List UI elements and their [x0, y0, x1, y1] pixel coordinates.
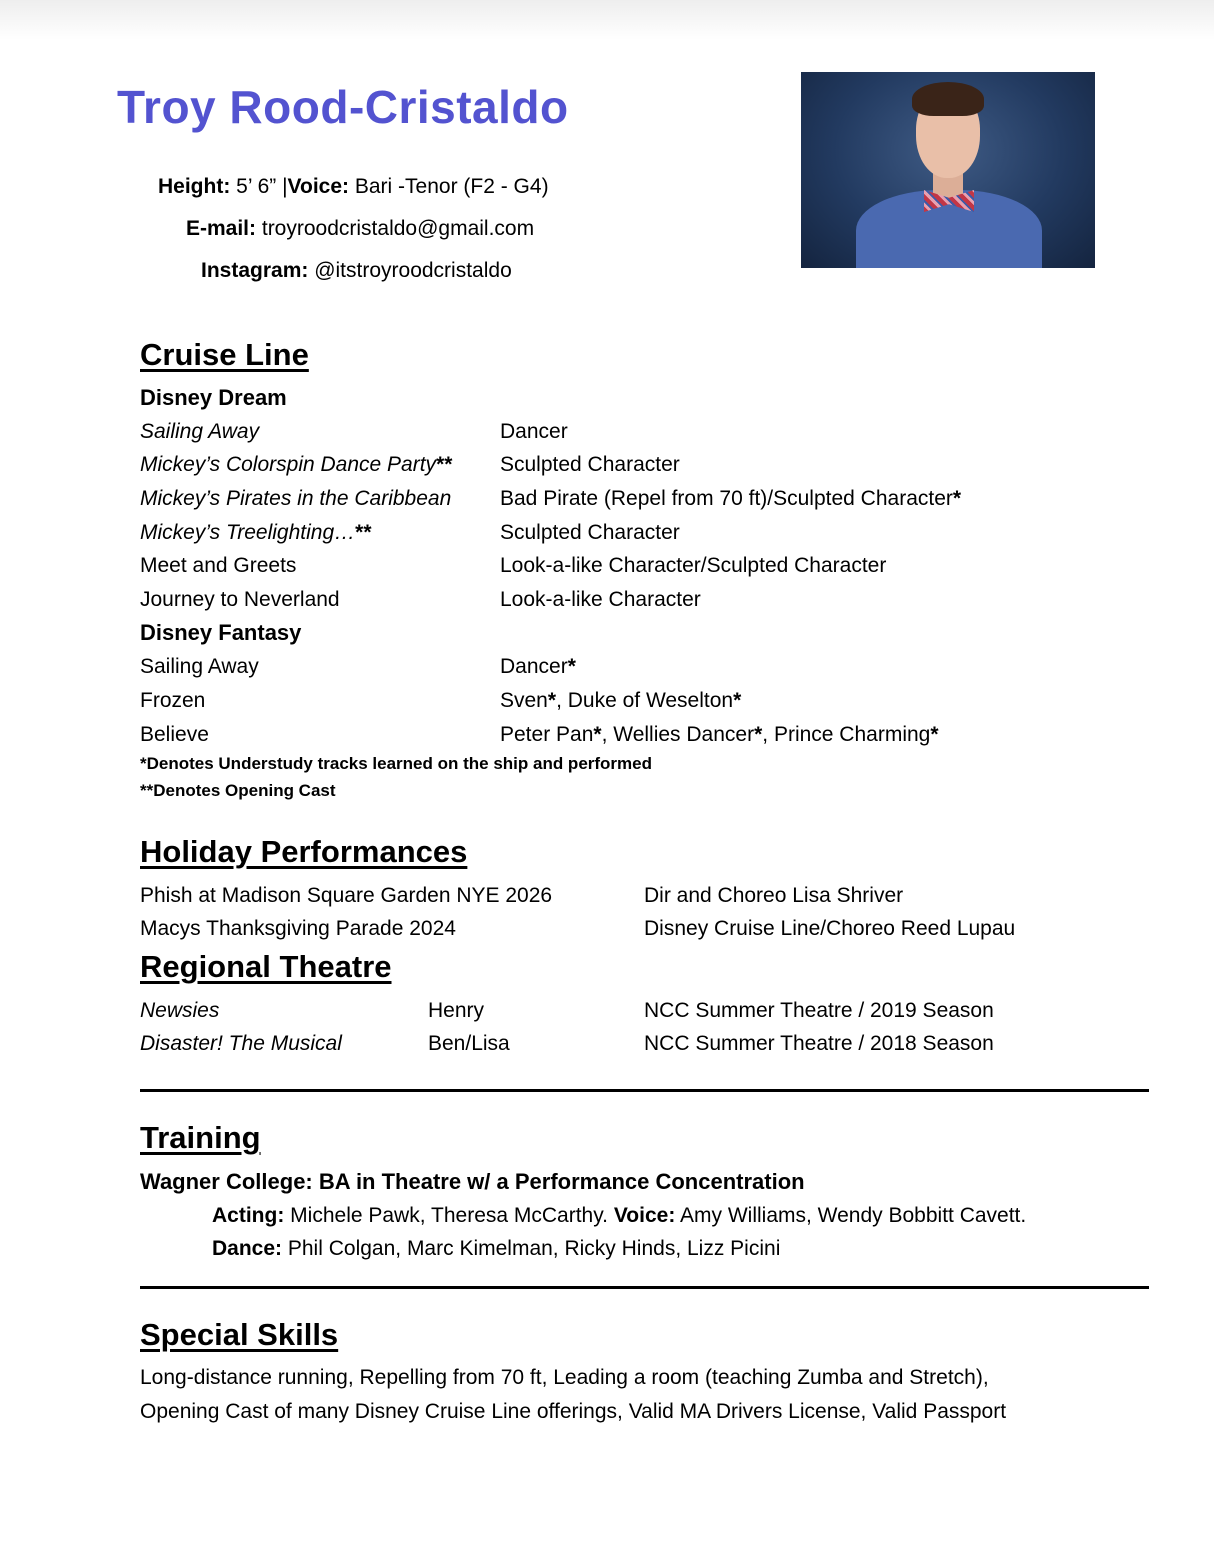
opening-cast-note: **Denotes Opening Cast [140, 781, 336, 800]
divider [140, 1286, 1149, 1289]
show-title: Believe [140, 723, 209, 746]
understudy-marker: * [733, 689, 742, 712]
understudy-marker: * [567, 655, 576, 678]
role: Ben/Lisa [428, 1032, 510, 1055]
role-wrap [500, 655, 576, 679]
understudy-note: *Denotes Understudy tracks learned on the ship and performed [140, 754, 653, 773]
email-line [186, 217, 534, 241]
section-title-cruise: Cruise Line [140, 337, 309, 372]
height-value: 5’ 6” | [236, 175, 288, 198]
divider [140, 1089, 1149, 1092]
understudy-marker: * [547, 689, 557, 712]
credit: Disney Cruise Line/Choreo Reed Lupau [644, 917, 1016, 940]
voice-value: Bari -Tenor (F2 - G4) [354, 175, 549, 198]
role: Sculpted Character [500, 453, 680, 476]
role: Look-a-like Character/Sculpted Character [500, 554, 887, 577]
training-school: Wagner College: BA in Theatre w/ a Performance Concentration [140, 1169, 805, 1194]
show-title-wrap [140, 453, 452, 477]
role: Look-a-like Character [500, 588, 701, 611]
venue: NCC Summer Theatre / 2019 Season [644, 999, 994, 1022]
page-title: Troy Rood-Cristaldo [117, 81, 569, 133]
show-title: Journey to Neverland [140, 588, 340, 611]
skills-line: Opening Cast of many Disney Cruise Line offerings, Valid MA Drivers License, Valid Passport [140, 1400, 1007, 1423]
show-title: Mickey’s Colorspin Dance Party [140, 453, 437, 476]
show-title: Sailing Away [140, 655, 259, 678]
show-title: Sailing Away [140, 420, 260, 443]
instagram-line [201, 259, 512, 283]
voice-teacher-label: Voice: [613, 1204, 676, 1227]
role: Sven [500, 689, 548, 712]
voice-label: Voice: [287, 175, 350, 198]
show-title: Disaster! The Musical [140, 1032, 342, 1055]
understudy-marker: * [930, 723, 939, 746]
section-title-training: Training [140, 1120, 261, 1155]
instagram-label: Instagram: [201, 259, 309, 282]
show-title: Mickey’s Treelighting… [140, 521, 356, 544]
photo-hair [912, 82, 984, 116]
height-label: Height: [158, 175, 231, 198]
dance-label: Dance: [212, 1237, 283, 1260]
role: Dancer [500, 420, 568, 443]
acting-value: Michele Pawk, Theresa McCarthy. [290, 1204, 609, 1227]
role: Henry [428, 999, 485, 1022]
acting-voice-line [212, 1204, 1026, 1228]
understudy-marker: * [754, 723, 763, 746]
show-title-wrap [140, 521, 372, 545]
skills-line: Long-distance running, Repelling from 70 ft, Leading a room (teaching Zumba and Stretch), [140, 1366, 989, 1389]
role: , Wellies Dancer [601, 723, 755, 746]
section-title-holiday: Holiday Performances [140, 834, 468, 869]
role: Bad Pirate (Repel from 70 ft)/Sculpted Character [500, 487, 953, 510]
height-voice-line [158, 175, 549, 199]
role: Peter Pan [500, 723, 594, 746]
opening-cast-marker: ** [436, 453, 453, 476]
dance-value: Phil Colgan, Marc Kimelman, Ricky Hinds, Lizz Picini [287, 1237, 781, 1260]
opening-cast-marker: ** [355, 521, 372, 544]
dance-line [212, 1237, 780, 1261]
email-value[interactable]: troyroodcristaldo@gmail.com [261, 217, 535, 240]
show-title: Frozen [140, 689, 206, 712]
headshot-photo [801, 72, 1095, 268]
show-title: Meet and Greets [140, 554, 297, 577]
role-wrap [500, 723, 939, 747]
role: , Duke of Weselton [556, 689, 734, 712]
instagram-value[interactable]: @itstroyroodcristaldo [314, 259, 512, 282]
show-title: Newsies [140, 999, 220, 1022]
role-wrap [500, 689, 741, 713]
email-label: E-mail: [186, 217, 257, 240]
subsection-disney-dream: Disney Dream [140, 385, 287, 410]
subsection-disney-fantasy: Disney Fantasy [140, 620, 302, 645]
section-title-skills: Special Skills [140, 1317, 339, 1352]
role: Dancer [500, 655, 568, 678]
role: Sculpted Character [500, 521, 680, 544]
credit: Dir and Choreo Lisa Shriver [644, 884, 904, 907]
event: Phish at Madison Square Garden NYE 2026 [140, 884, 553, 907]
top-shade [0, 0, 1214, 40]
acting-label: Acting: [212, 1204, 285, 1227]
show-title: Mickey’s Pirates in the Caribbean [140, 487, 452, 510]
event: Macys Thanksgiving Parade 2024 [140, 917, 456, 940]
understudy-marker: * [952, 487, 962, 510]
section-title-regional: Regional Theatre [140, 949, 392, 984]
understudy-marker: * [593, 723, 602, 746]
voice-teacher-value: Amy Williams, Wendy Bobbitt Cavett. [680, 1204, 1027, 1227]
role-wrap [500, 487, 961, 511]
venue: NCC Summer Theatre / 2018 Season [644, 1032, 994, 1055]
role: , Prince Charming [762, 723, 931, 746]
